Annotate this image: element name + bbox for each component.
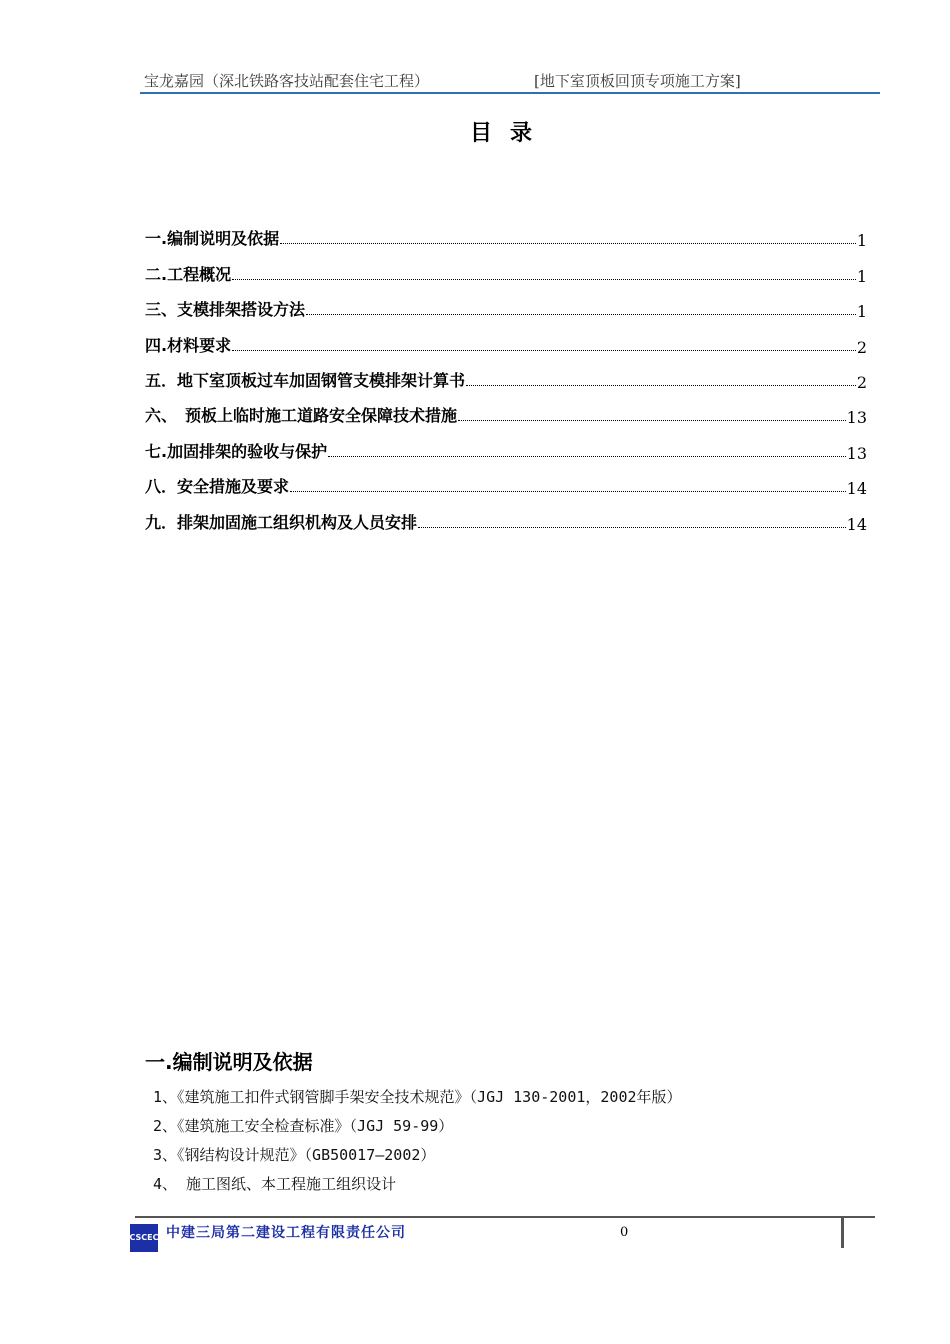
toc-leader xyxy=(306,314,856,315)
header-document-title: [地下室顶板回顶专项施工方案] xyxy=(534,72,741,90)
toc-entry[interactable] xyxy=(145,503,867,538)
header-rule xyxy=(140,92,880,94)
toc-entry-label: 二.工程概况 xyxy=(145,264,232,284)
toc-entry[interactable] xyxy=(145,468,867,503)
toc-leader xyxy=(458,420,846,421)
toc-entry-label: 三、支模排架搭设方法 xyxy=(145,300,306,320)
toc-entry-label: 四.材料要求 xyxy=(145,335,232,355)
toc-entry[interactable] xyxy=(145,291,867,326)
table-of-contents xyxy=(145,220,867,539)
footer-page-number: 0 xyxy=(620,1225,629,1240)
toc-leader xyxy=(466,385,856,386)
toc-leader xyxy=(418,527,846,528)
reference-item: 1、《建筑施工扣件式钢管脚手架安全技术规范》（JGJ 130-2001，2002年版） xyxy=(153,1088,682,1106)
section-heading: 一.编制说明及依据 xyxy=(145,1050,313,1074)
toc-entry[interactable] xyxy=(145,397,867,432)
toc-entry-page: 1 xyxy=(856,302,867,322)
toc-entry-page: 14 xyxy=(846,479,867,499)
toc-leader xyxy=(290,491,846,492)
section-basis xyxy=(145,1046,865,1199)
toc-entry-label: 一.编制说明及依据 xyxy=(145,229,280,249)
toc-entry-page: 14 xyxy=(846,514,867,534)
toc-entry[interactable] xyxy=(145,326,867,361)
toc-entry-page: 1 xyxy=(856,266,867,286)
reference-item: 3、《钢结构设计规范》（GB50017—2002） xyxy=(153,1146,436,1164)
toc-entry-page: 2 xyxy=(856,337,867,357)
company-logo-icon: CSCEC xyxy=(130,1224,158,1252)
footer-divider xyxy=(841,1218,844,1248)
toc-entry[interactable] xyxy=(145,362,867,397)
toc-entry-label: 八．安全措施及要求 xyxy=(145,477,290,497)
toc-title: 目录 xyxy=(469,121,550,146)
toc-entry-page: 1 xyxy=(856,231,867,251)
toc-entry-page: 13 xyxy=(846,443,867,463)
toc-leader xyxy=(232,279,856,280)
toc-entry-page: 2 xyxy=(856,372,867,392)
toc-leader xyxy=(328,456,846,457)
reference-list xyxy=(145,1083,865,1199)
footer-company-name: 中建三局第二建设工程有限责任公司 xyxy=(166,1225,406,1241)
toc-entry-page: 13 xyxy=(846,408,867,428)
toc-entry[interactable] xyxy=(145,255,867,290)
toc-entry-label: 七.加固排架的验收与保护 xyxy=(145,441,328,461)
toc-entry[interactable] xyxy=(145,220,867,255)
toc-entry-label: 九．排架加固施工组织机构及人员安排 xyxy=(145,512,418,532)
toc-entry-label: 六、 预板上临时施工道路安全保障技术措施 xyxy=(145,406,458,426)
toc-entry-label: 五．地下室顶板过车加固钢管支模排架计算书 xyxy=(145,370,466,390)
toc-leader xyxy=(232,350,856,351)
header-project-name: 宝龙嘉园（深北铁路客技站配套住宅工程） xyxy=(144,72,430,90)
reference-item: 2、《建筑施工安全检查标准》（JGJ 59-99） xyxy=(153,1117,454,1135)
reference-item: 4、 施工图纸、本工程施工组织设计 xyxy=(153,1175,397,1193)
toc-entry[interactable] xyxy=(145,432,867,467)
page-header xyxy=(140,66,878,94)
footer-rule xyxy=(135,1216,875,1218)
toc-leader xyxy=(280,243,856,244)
